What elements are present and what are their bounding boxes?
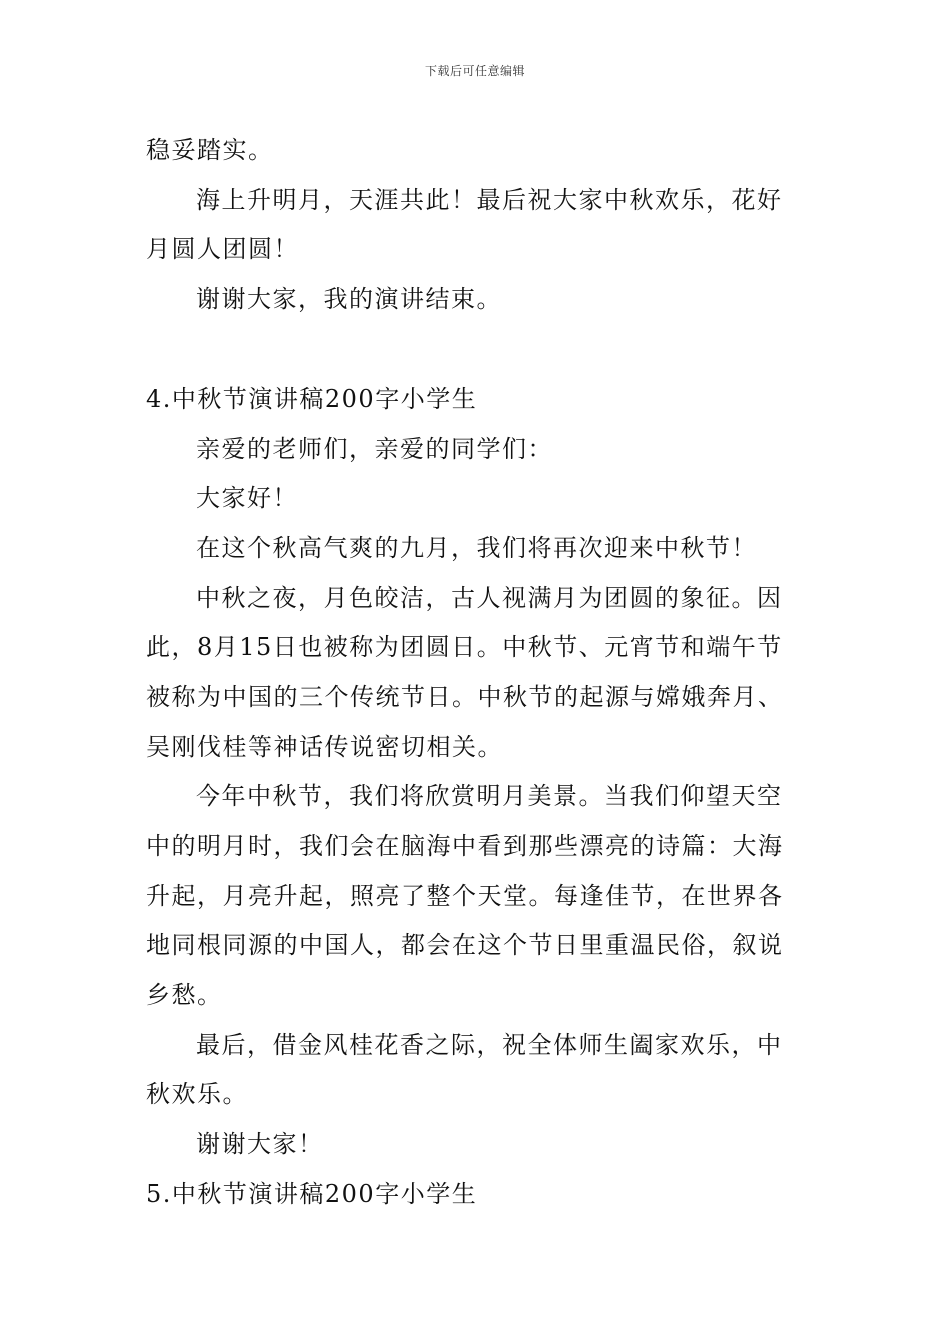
- page-header: 下载后可任意编辑: [424, 64, 525, 78]
- paragraph-line: 中秋之夜，月色皎洁，古人视满月为团圆的象征。因: [196, 584, 783, 612]
- text-line: 被称为中国的三个传统节日。中秋节的起源与嫦娥奔月、: [146, 683, 784, 711]
- paragraph-line: 谢谢大家，我的演讲结束。: [196, 285, 502, 313]
- section-heading: 4.中秋节演讲稿200字小学生: [146, 385, 478, 413]
- text-line: 稳妥踏实。: [146, 136, 274, 164]
- text-line: 此，8月15日也被称为团圆日。中秋节、元宵节和端午节: [146, 633, 783, 661]
- paragraph-line: 今年中秋节，我们将欣赏明月美景。当我们仰望天空: [196, 782, 783, 810]
- section-heading: 5.中秋节演讲稿200字小学生: [146, 1180, 478, 1208]
- paragraph-line: 亲爱的老师们，亲爱的同学们：: [196, 435, 553, 463]
- paragraph-line: 海上升明月，天涯共此！最后祝大家中秋欢乐，花好: [196, 186, 783, 214]
- text-line: 月圆人团圆！: [146, 235, 299, 263]
- text-line: 地同根同源的中国人，都会在这个节日里重温民俗，叙说: [146, 931, 784, 959]
- text-line: 升起，月亮升起，照亮了整个天堂。每逢佳节，在世界各: [146, 882, 784, 910]
- paragraph-line: 谢谢大家！: [196, 1130, 324, 1158]
- text-line: 秋欢乐。: [146, 1080, 248, 1108]
- paragraph-line: 大家好！: [196, 484, 298, 512]
- paragraph-line: 在这个秋高气爽的九月，我们将再次迎来中秋节！: [196, 534, 757, 562]
- text-line: 吴刚伐桂等神话传说密切相关。: [146, 733, 503, 761]
- paragraph-line: 最后，借金风桂花香之际，祝全体师生阖家欢乐，中: [196, 1031, 783, 1059]
- text-line: 中的明月时，我们会在脑海中看到那些漂亮的诗篇：大海: [146, 832, 784, 860]
- text-line: 乡愁。: [146, 981, 223, 1009]
